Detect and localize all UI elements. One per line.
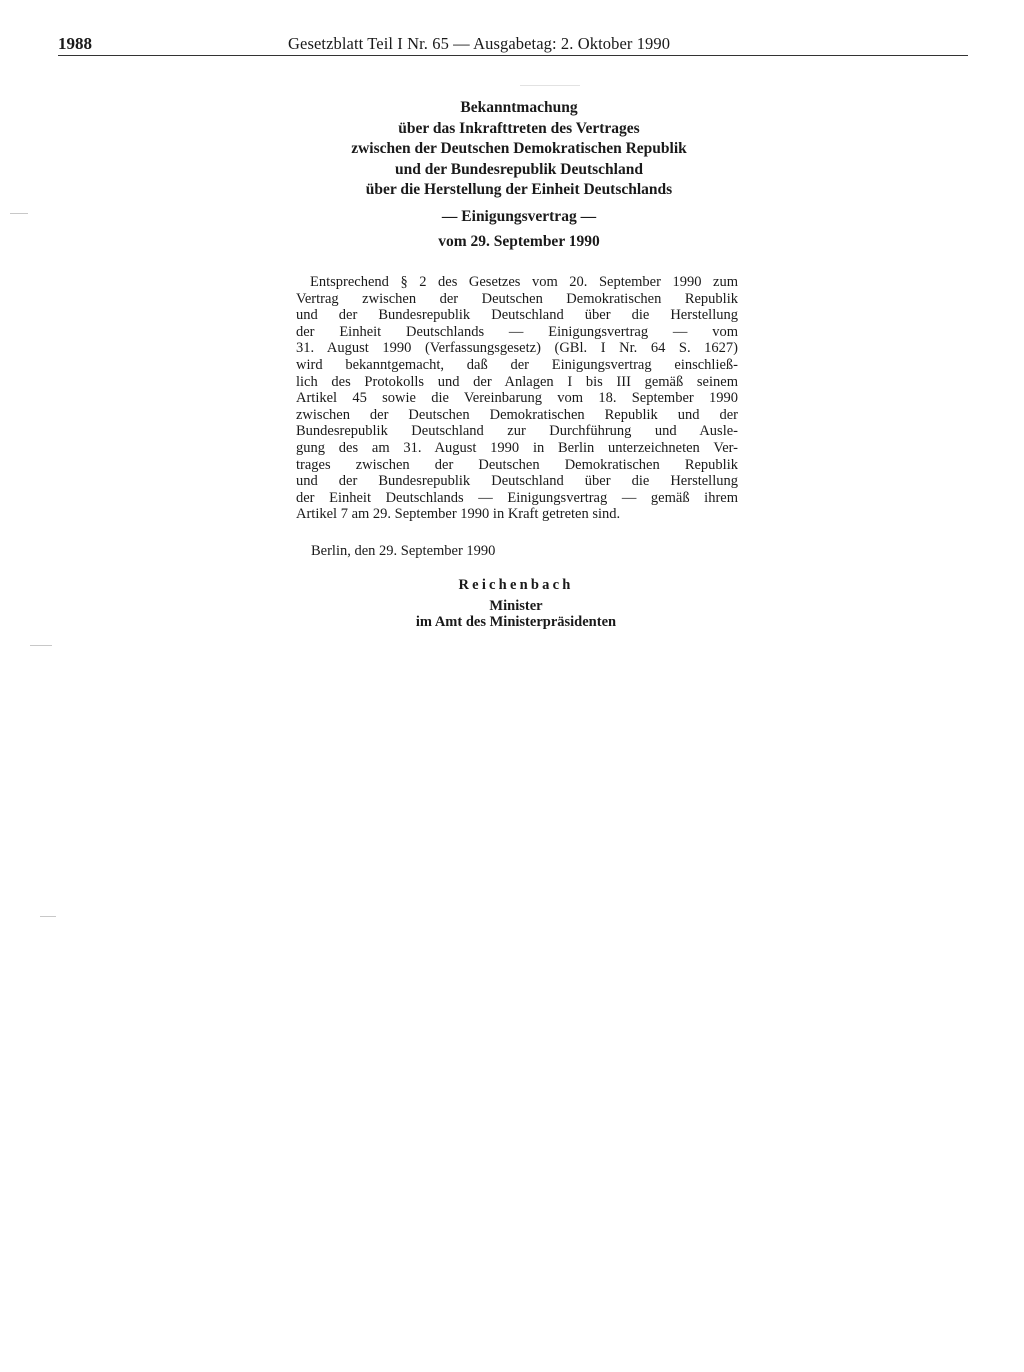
announcement-date: vom 29. September 1990 bbox=[438, 233, 600, 250]
body-line: zwischen der Deutschen Demokratischen Republik und der bbox=[296, 406, 738, 423]
body-line: Entsprechend § 2 des Gesetzes vom 20. September 1990 zum bbox=[310, 274, 738, 290]
title-line: und der Bundesrepublik Deutschland bbox=[395, 160, 643, 178]
scan-speck bbox=[10, 213, 28, 214]
place-date: Berlin, den 29. September 1990 bbox=[311, 543, 496, 559]
body-line: der Einheit Deutschlands — Einigungsvertrag — vom bbox=[296, 323, 738, 340]
announcement-title bbox=[295, 98, 743, 201]
announcement-subtitle: — Einigungsvertrag — bbox=[441, 208, 597, 225]
body-line: Artikel 7 am 29. September 1990 in Kraft getreten sind. bbox=[296, 506, 621, 523]
body-line: trages zwischen der Deutschen Demokratischen Republik bbox=[296, 456, 738, 473]
body-line: Vertrag zwischen der Deutschen Demokratischen Republik bbox=[296, 290, 738, 307]
signatory-title: Minister bbox=[489, 598, 543, 614]
scan-speck bbox=[520, 85, 580, 86]
scan-speck bbox=[40, 916, 56, 917]
body-line: 31. August 1990 (Verfassungsgesetz) (GBl. I Nr. 64 S. 1627) bbox=[296, 340, 738, 357]
title-line: zwischen der Deutschen Demokratischen Republik bbox=[351, 140, 687, 157]
signatory-office: im Amt des Ministerpräsidenten bbox=[415, 614, 617, 630]
body-line: gung des am 31. August 1990 in Berlin unterzeichneten Ver- bbox=[296, 439, 738, 456]
body-line: Artikel 45 sowie die Vereinbarung vom 18. September 1990 bbox=[296, 390, 738, 407]
title-line: Bekanntmachung bbox=[460, 99, 578, 116]
body-line: und der Bundesrepublik Deutschland über die Herstellung bbox=[296, 473, 738, 490]
title-line: über die Herstellung der Einheit Deutschlands bbox=[365, 181, 673, 198]
signatory-name: Reichenbach bbox=[458, 577, 574, 593]
page-number: 1988 bbox=[58, 34, 92, 53]
body-line: und der Bundesrepublik Deutschland über die Herstellung bbox=[296, 307, 738, 324]
body-paragraph bbox=[296, 274, 738, 523]
running-head: Gesetzblatt Teil I Nr. 65 — Ausgabetag: 2. Oktober 1990 bbox=[288, 34, 671, 53]
body-line: wird bekanntgemacht, daß der Einigungsvertrag einschließ- bbox=[296, 356, 738, 373]
body-line: Bundesrepublik Deutschland zur Durchführung und Ausle- bbox=[296, 423, 738, 440]
body-line: lich des Protokolls und der Anlagen I bis III gemäß seinem bbox=[296, 373, 738, 390]
body-line: der Einheit Deutschlands — Einigungsvertrag — gemäß ihrem bbox=[296, 489, 738, 506]
scan-speck bbox=[30, 645, 52, 646]
header-rule bbox=[58, 55, 968, 56]
title-line: über das Inkrafttreten des Vertrages bbox=[398, 119, 640, 137]
